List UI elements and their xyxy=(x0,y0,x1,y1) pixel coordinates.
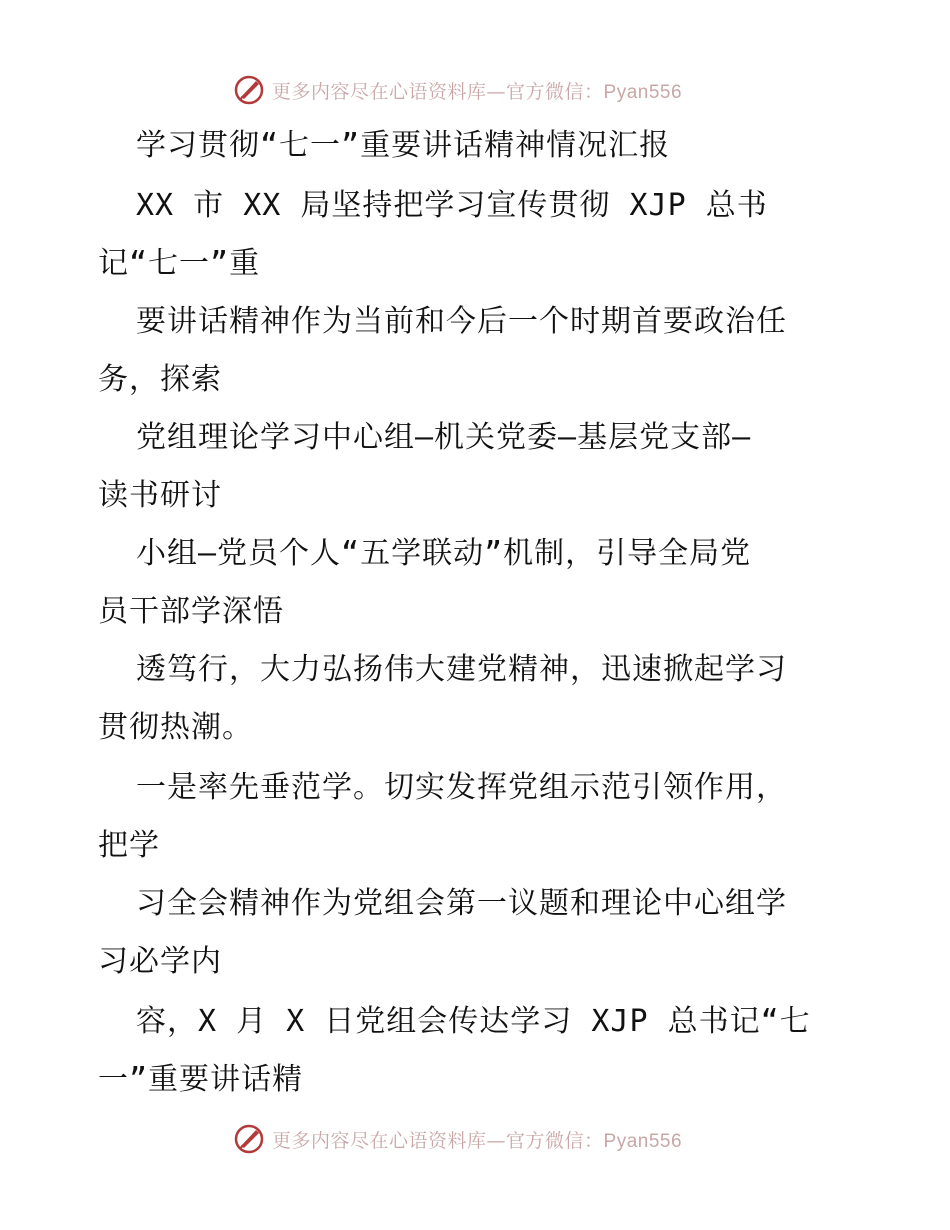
paragraph-line: 贯彻热潮。 xyxy=(98,710,253,745)
paragraph-line: 小组—党员个人“五学联动”机制，引导全局党 xyxy=(136,536,752,571)
paragraph-line: 一是率先垂范学。切实发挥党组示范引领作用， xyxy=(136,770,787,805)
paragraph-line: 把学 xyxy=(98,828,160,863)
paragraph-line: XX 市 XX 局坚持把学习宣传贯彻 XJP 总书 xyxy=(136,188,768,223)
paragraph-line: 一”重要讲话精 xyxy=(98,1062,304,1097)
paragraph-line: 读书研讨 xyxy=(98,478,222,513)
footer-watermark xyxy=(232,1121,682,1157)
paragraph-line: 习必学内 xyxy=(98,944,222,979)
paragraph-line: 记“七一”重 xyxy=(98,246,261,281)
document-title: 学习贯彻“七一”重要讲话精神情况汇报 xyxy=(136,128,671,163)
paragraph-line: 习全会精神作为党组会第一议题和理论中心组学 xyxy=(136,886,787,921)
watermark-text: 更多内容尽在心语资料库—官方微信：Pyan556 xyxy=(272,80,683,103)
watermark-text: 更多内容尽在心语资料库—官方微信：Pyan556 xyxy=(272,1129,683,1152)
paragraph-line: 容，X 月 X 日党组会传达学习 XJP 总书记“七 xyxy=(136,1004,811,1039)
paragraph-line: 员干部学深悟 xyxy=(98,594,284,629)
paragraph-line: 要讲话精神作为当前和今后一个时期首要政治任 xyxy=(136,304,787,339)
quill-pen-logo-icon xyxy=(232,1122,266,1156)
paragraph-line: 透笃行，大力弘扬伟大建党精神，迅速掀起学习 xyxy=(136,652,787,687)
paragraph-line: 党组理论学习中心组—机关党委—基层党支部— xyxy=(136,420,752,455)
paragraph-line: 务，探索 xyxy=(98,362,222,397)
